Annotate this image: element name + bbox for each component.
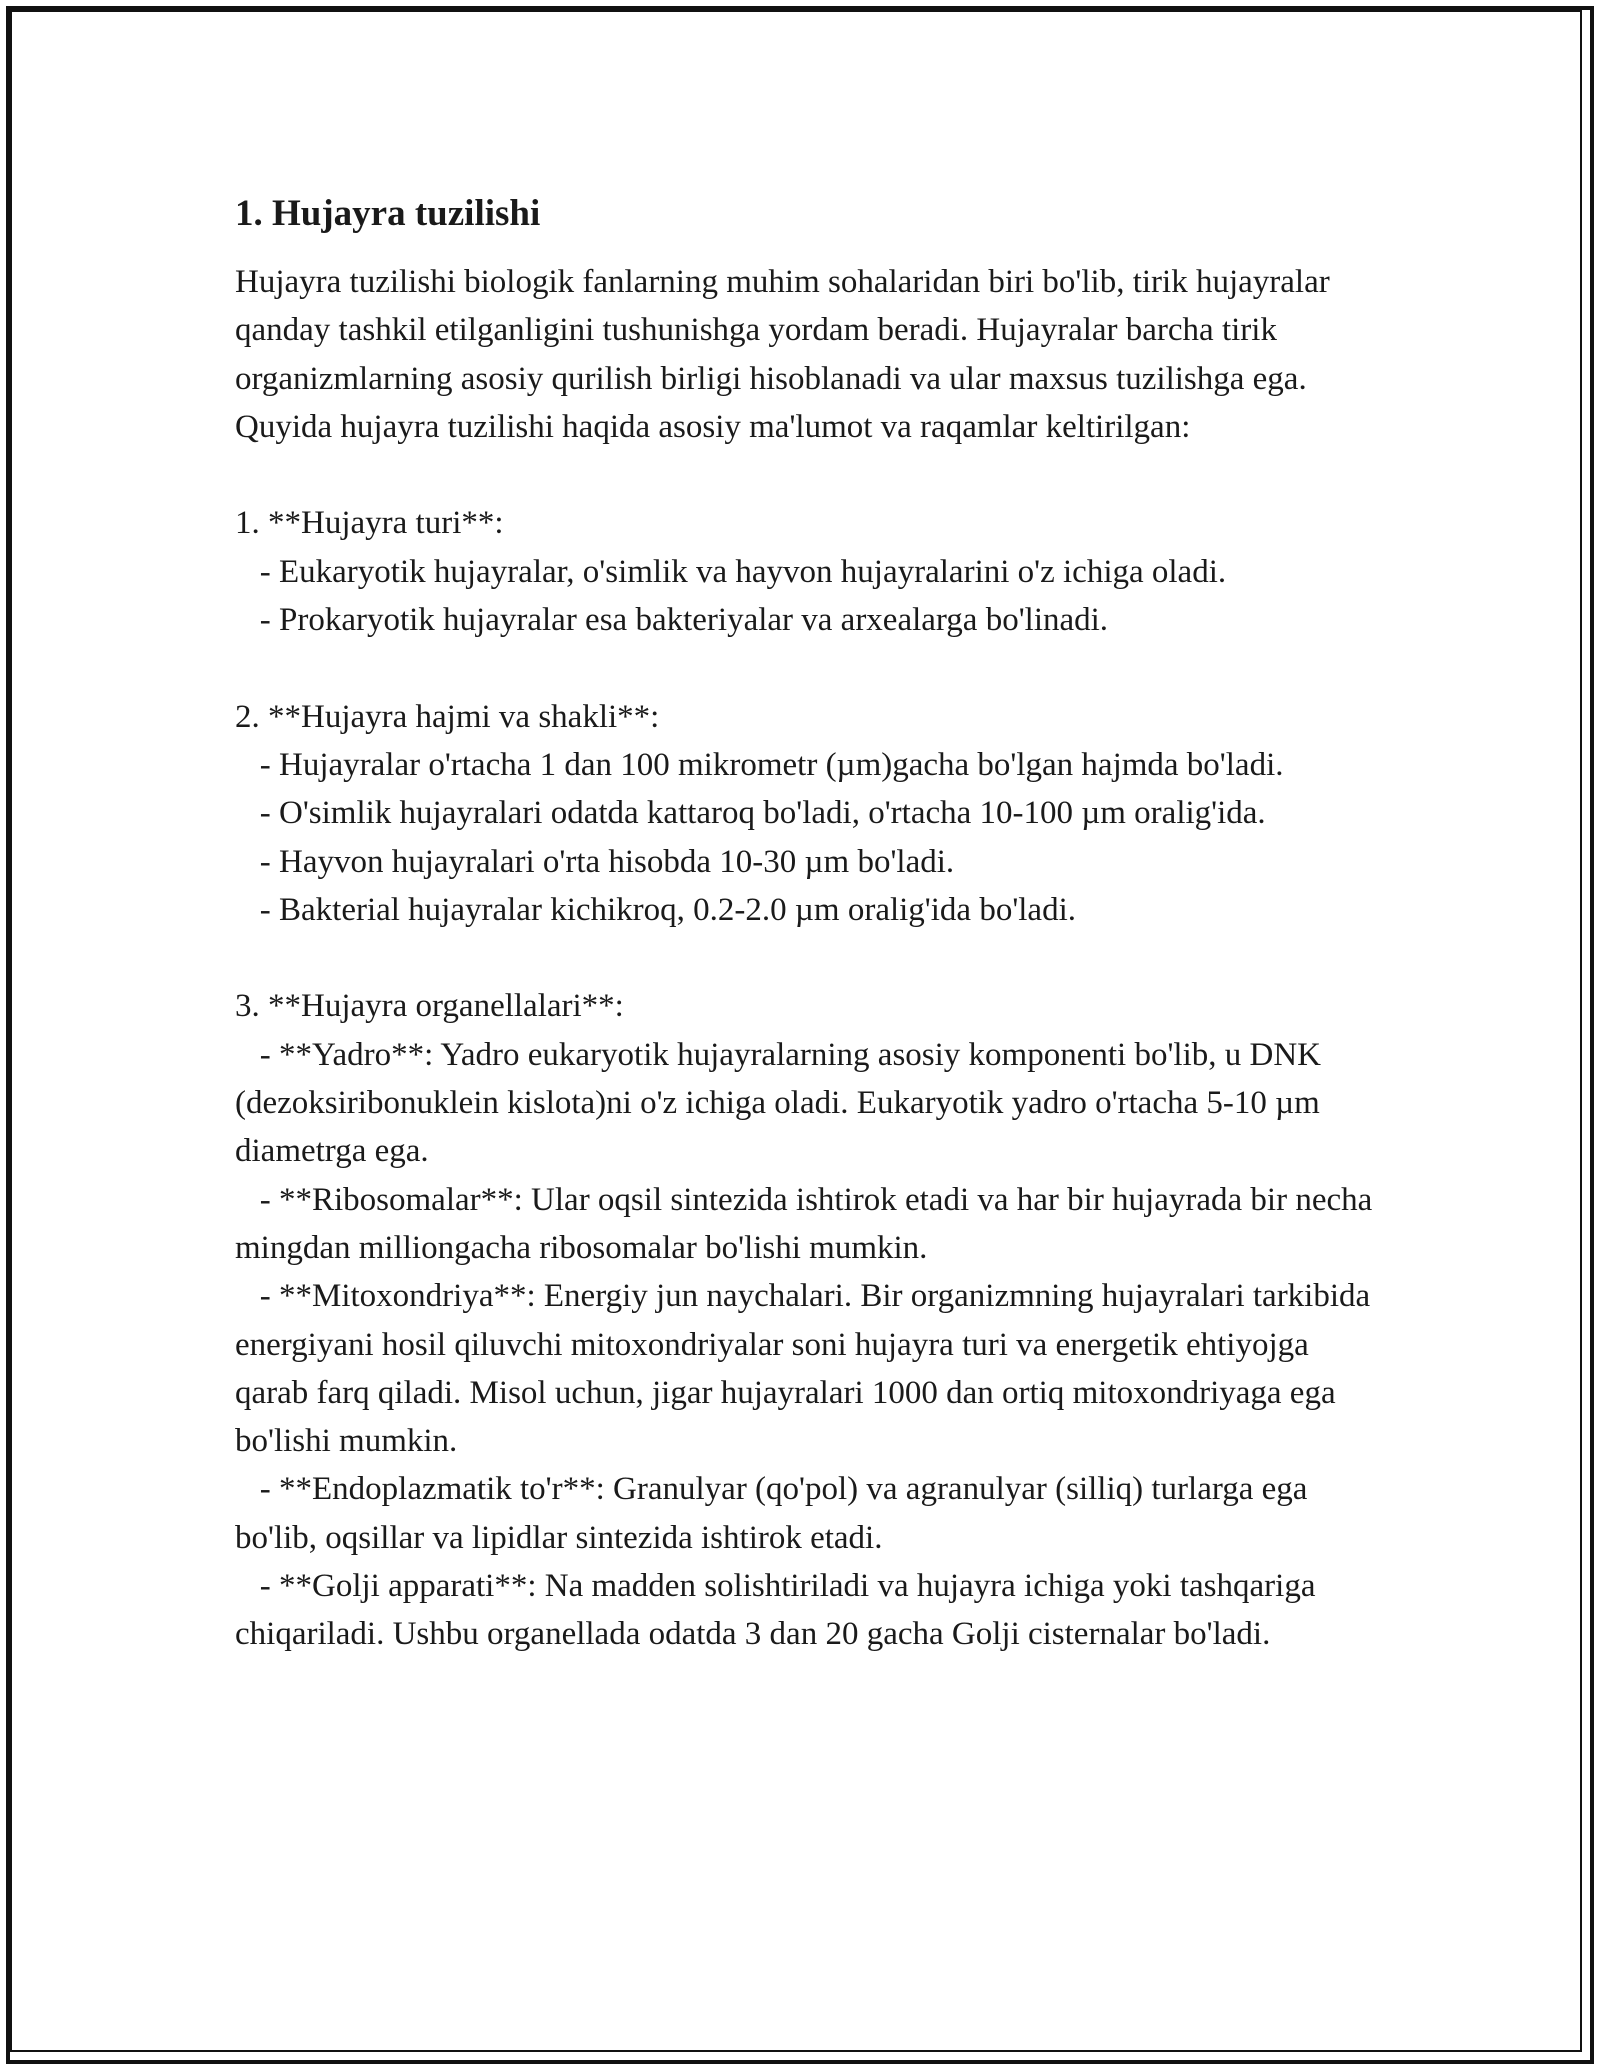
list-section-title: 3. **Hujayra organellalari**: xyxy=(235,988,624,1025)
list-item-text: - O'simlik hujayralari odatda kattaroq bo'ladi, o'rtacha 10-100 µm oralig'ida. xyxy=(259,795,1266,832)
list-item-text: - **Yadro**: Yadro eukaryotik hujayralarning asosiy komponenti bo'lib, u DNK (dezoksiribonuklein kislota)ni o'z ichiga oladi. Eukaryotik yadro o'rtacha 5-10 µm diametrga ega. xyxy=(235,1036,1321,1170)
list-item xyxy=(235,1562,1375,1659)
list-item xyxy=(235,1465,1375,1562)
list-item xyxy=(235,789,1375,837)
list-item xyxy=(235,596,1375,644)
list-item xyxy=(235,741,1375,789)
list-item xyxy=(235,886,1375,934)
list-section xyxy=(235,982,1375,1658)
list-item-text: - Hujayralar o'rtacha 1 dan 100 mikrometr (µm)gacha bo'lgan hajmda bo'ladi. xyxy=(259,746,1284,783)
list-item xyxy=(235,1272,1375,1465)
list-item xyxy=(235,548,1375,596)
list-item-text: - Hayvon hujayralari o'rta hisobda 10-30 µm bo'ladi. xyxy=(259,843,955,880)
intro-paragraph: Hujayra tuzilishi biologik fanlarning muhim sohalaridan biri bo'lib, tirik hujayralar qanday tashkil etilganligini tushunishga yordam beradi. Hujayralar barcha tirik organizmlarning asosiy qurilish birligi hisoblanadi va ular maxsus tuzilishga ega. Quyida hujayra tuzilishi haqida asosiy ma'lumot va raqamlar keltirilgan: xyxy=(235,264,1330,445)
list-section xyxy=(235,499,1375,644)
list-item-text: - Prokaryotik hujayralar esa bakteriyalar va arxealarga bo'linadi. xyxy=(259,602,1109,639)
list-section xyxy=(235,693,1375,934)
list-section-title: 2. **Hujayra hajmi va shakli**: xyxy=(235,698,660,735)
list-item xyxy=(235,838,1375,886)
list-section-title: 1. **Hujayra turi**: xyxy=(235,505,504,542)
list-item-text: - **Golji apparati**: Na madden solishtiriladi va hujayra ichiga yoki tashqariga chiqariladi. Ushbu organellada odatda 3 dan 20 gacha Golji cisternalar bo'ladi. xyxy=(235,1568,1316,1653)
list-item-text: - **Mitoxondriya**: Energiy jun naychalari. Bir organizmning hujayralari tarkibida energiyani hosil qiluvchi mitoxondriyalar soni hujayra turi va energetik ehtiyojga qarab farq qiladi. Misol uchun, jigar hujayralari 1000 dan ortiq mitoxondriyaga ega bo'lishi mumkin. xyxy=(235,1278,1371,1460)
list-item-text: - Bakterial hujayralar kichikroq, 0.2-2.0 µm oralig'ida bo'ladi. xyxy=(259,891,1077,928)
list-item xyxy=(235,1176,1375,1273)
list-item-text: - **Ribosomalar**: Ular oqsil sintezida ishtirok etadi va har bir hujayrada bir necha mingdan milliongacha ribosomalar bo'lishi mumkin. xyxy=(235,1181,1373,1266)
section-heading: 1. Hujayra tuzilishi xyxy=(235,193,541,234)
list-item xyxy=(235,1031,1375,1176)
list-item-text: - Eukaryotik hujayralar, o'simlik va hayvon hujayralarini o'z ichiga oladi. xyxy=(259,553,1227,590)
list-item-text: - **Endoplazmatik to'r**: Granulyar (qo'pol) va agranulyar (silliq) turlarga ega bo'lib, oqsillar va lipidlar sintezida ishtirok etadi. xyxy=(235,1471,1308,1556)
document-body xyxy=(235,190,1375,1659)
